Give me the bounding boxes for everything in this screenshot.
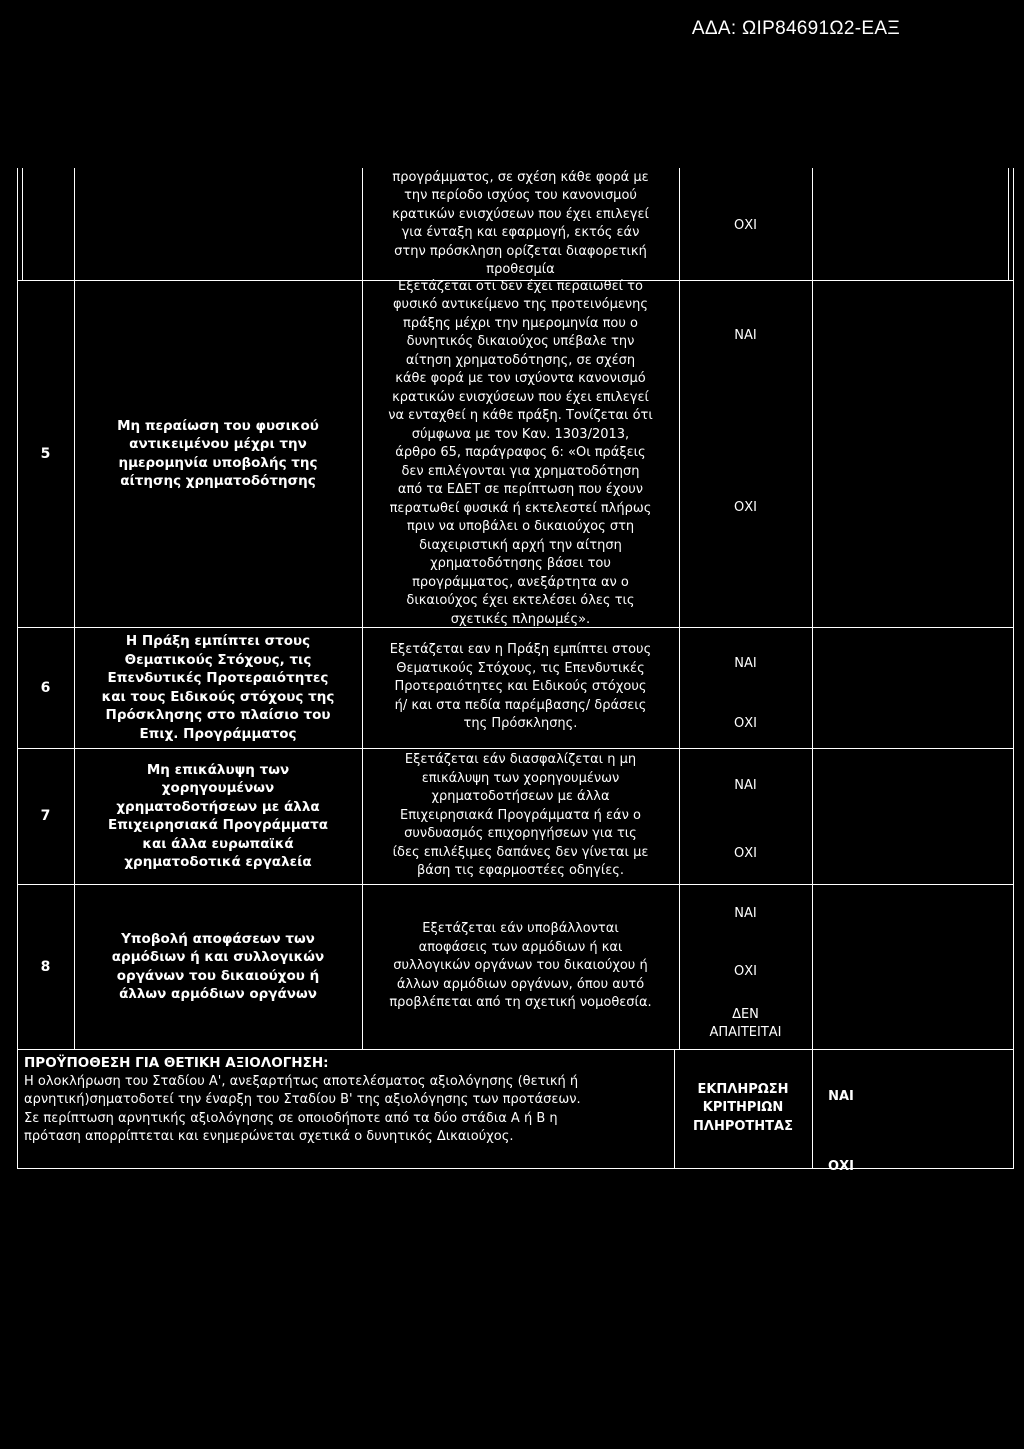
row-description: Εξετάζεται εαν η Πράξη εμπίπτει στους Θεματικούς Στόχους, τις Επενδυτικές Προτεραιότητες και Ειδικούς στόχους ή/ και στα πεδία παρέμβασης/ δράσεις της Πρόσκλησης.	[389, 642, 652, 732]
row-description: Εξετάζεται εάν διασφαλίζεται η μη επικάλυψη των χορηγουμένων χρηματοδοτήσεων με άλλα Επιχειρησιακά Προγράμματα ή εάν ο συνδυασμός επιχορηγήσεων για τις ίδες επιλέξιμες δαπάνες δεν γίνεται με βάση τις εφαρμοστέες οδηγίες.	[392, 752, 649, 879]
row-criterion: Μη επικάλυψη των χορηγουμένων χρηματοδοτήσεων με άλλα Επιχειρησιακά Προγράμματα και άλλα ευρωπαϊκά χρηματοδοτικά εργαλεία	[108, 761, 328, 870]
answer-yes: ΝΑΙ	[734, 327, 757, 343]
ada-code: ΑΔΑ: ΩΙΡ84691Ω2-ΕΑΞ	[691, 18, 900, 39]
answer-no: ΟΧΙ	[734, 499, 757, 515]
row-number: 5	[40, 445, 51, 462]
footer-body: Η ολοκλήρωση του Σταδίου Α', ανεξαρτήτως αποτελέσματος αξιολόγησης (θετική ή αρνητική)σηματοδοτεί την έναρξη του Σταδίου Β' της αξιολόγησης των προτάσεων. Σε περίπτωση αρνητικής αξιολόγησης σε οποιοδήποτε από τα δύο στάδια Α ή Β η πρόταση απορρίπτεται και ενημερώνεται σχετικά ο δυνητικός Δικαιούχος.	[24, 1073, 581, 1144]
row-number: 8	[40, 958, 51, 975]
row-description: Εξετάζεται εάν υποβάλλονται αποφάσεις των αρμόδιων ή και συλλογικών οργάνων του δικαιούχου ή άλλων αρμόδιων οργάνων, όπου αυτό προβλέπεται από τη σχετική νομοθεσία.	[389, 921, 652, 1011]
answer-no: ΟΧΙ	[734, 845, 757, 861]
row-criterion: Μη περαίωση του φυσικού αντικειμένου μέχρι την ημερομηνία υποβολής της αίτησης χρηματοδότησης	[117, 417, 319, 489]
answer-yes: ΝΑΙ	[828, 1088, 854, 1104]
answer-yes: ΝΑΙ	[734, 777, 757, 793]
row-description: προγράμματος, σε σχέση κάθε φορά με την περίοδο ισχύος του κανονισμού κρατικών ενισχύσεων που έχει επιλεγεί για ένταξη και εφαρμογή, εκτός εάν στην πρόσκληση ορίζεται διαφορετική προθεσμία	[392, 169, 649, 277]
answer-no: ΟΧΙ	[828, 1158, 854, 1174]
answer-no: ΟΧΙ	[734, 715, 757, 731]
row-number: 7	[40, 808, 51, 824]
row-description: Εξετάζεται οτι δεν έχει περαιωθεί το φυσικό αντικείμενο της προτεινόμενης πράξης μέχρι την ημερομηνία που ο δυνητικός δικαιούχος υπέβαλε την αίτηση χρηματοδότησης, σε σχέση κάθε φορά με τον ισχύοντα κανονισμό κρατικών ενισχύσεων που έχει επιλεγεί να ενταχθεί η κάθε πράξη. Τονίζεται ότι σύμφωνα με τον Καν. 1303/2013, άρθρο 65, παράγραφος 6: «Οι πράξεις δεν επιλέγονται για χρηματοδότηση από τα ΕΔΕΤ σε περίπτωση που έχουν περατωθεί φυσικά ή εκτελεστεί πλήρως πριν να υποβάλει ο δικαιούχος στη διαχειριστική αρχή την αίτηση χρηματοδότησης βάσει του προγράμματος, ανεξάρτητα αν ο δικαιούχος έχει εκτελέσει όλες τις σχετικές πληρωμές».	[388, 278, 653, 627]
criteria-fulfillment-label: ΕΚΠΛΗΡΩΣΗ ΚΡΙΤΗΡΙΩΝ ΠΛΗΡΟΤΗΤΑΣ	[693, 1081, 793, 1134]
row-criterion: Υποβολή αποφάσεων των αρμόδιων ή και συλλογικών οργάνων του δικαιούχου ή άλλων αρμόδιων οργάνων	[111, 930, 325, 1002]
row-criterion: Η Πράξη εμπίπτει στους Θεματικούς Στόχους, τις Επενδυτικές Προτεραιότητες και τους Ειδικούς στόχους της Πρόσκλησης στο πλαίσιο του Επιχ. Προγράμματος	[101, 633, 335, 742]
answer-no: ΟΧΙ	[734, 963, 757, 979]
answer-yes: ΝΑΙ	[734, 655, 757, 671]
answer-yes: ΝΑΙ	[734, 905, 757, 921]
row-number: 6	[40, 679, 51, 696]
answer-no: ΟΧΙ	[734, 217, 757, 233]
footer-text-block	[24, 1054, 672, 1147]
footer-title: ΠΡΟΫΠΟΘΕΣΗ ΓΙΑ ΘΕΤΙΚΗ ΑΞΙΟΛΟΓΗΣΗ:	[24, 1055, 329, 1071]
answer-not-required: ΔΕΝ ΑΠΑΙΤΕΙΤΑΙ	[709, 1006, 782, 1040]
